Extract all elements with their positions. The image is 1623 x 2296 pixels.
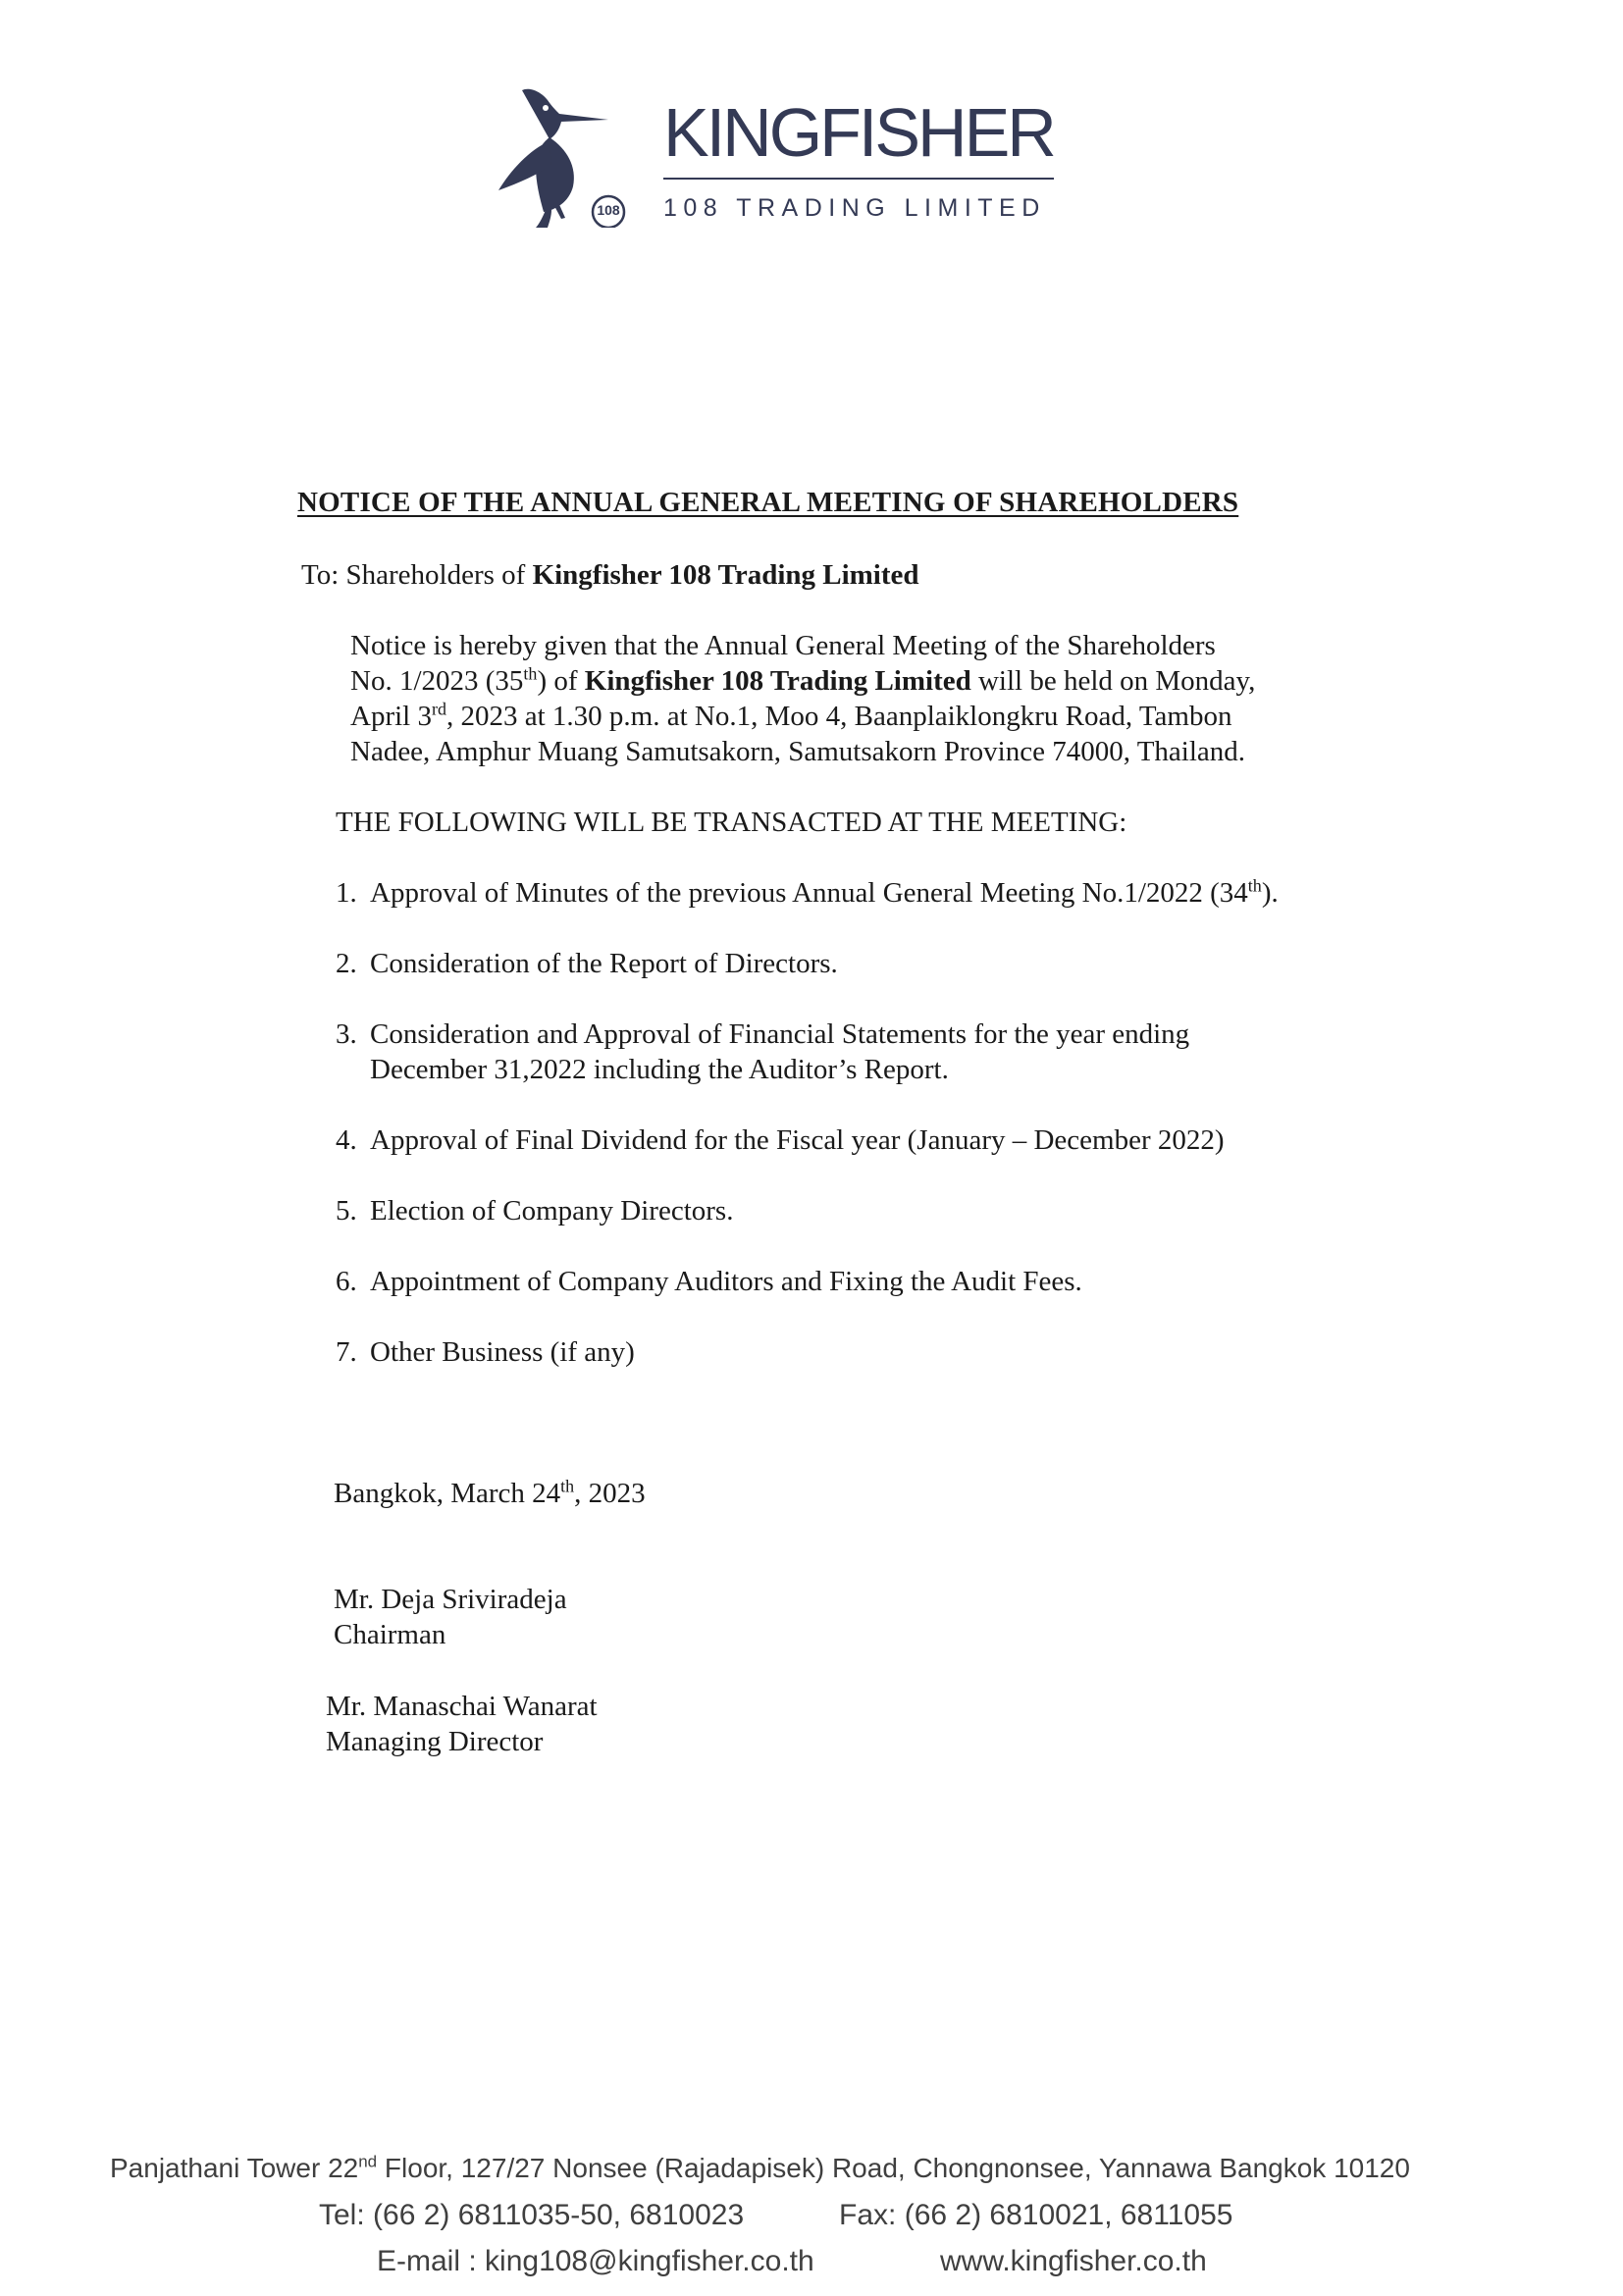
footer-tel	[319, 2201, 744, 2230]
footer-tel-label: Tel:	[319, 2199, 365, 2231]
logo-company-name: KINGFISHER	[663, 94, 1054, 171]
agenda-number: 2.	[336, 948, 357, 979]
agenda-line-1	[336, 1017, 1189, 1052]
footer-fax	[839, 2201, 1232, 2230]
footer-tel-value: (66 2) 6811035-50, 6810023	[373, 2199, 745, 2231]
agenda-item	[336, 1193, 733, 1228]
signatory-1-name: Mr. Deja Sriviradeja	[334, 1584, 567, 1615]
footer-address-b: Floor, 127/27 Nonsee (Rajadapisek) Road, Chongnonsee, Yannawa Bangkok 10120	[384, 2153, 1410, 2183]
notice-line-4: Nadee, Amphur Muang Samutsakorn, Samutsakorn Province 74000, Thailand.	[350, 736, 1246, 767]
footer-website-link[interactable]: www.kingfisher.co.th	[940, 2245, 1207, 2277]
agenda-item	[336, 1264, 1082, 1299]
agenda-text: Appointment of Company Auditors and Fixing the Audit Fees.	[370, 1266, 1082, 1297]
date-a: Bangkok, March 24	[334, 1478, 561, 1509]
agenda-text: Other Business (if any)	[370, 1336, 635, 1368]
footer-fax-value: (66 2) 6810021, 6811055	[904, 2199, 1233, 2231]
footer-fax-label: Fax:	[839, 2199, 897, 2231]
agenda-number: 4.	[336, 1124, 357, 1156]
agenda-item	[336, 946, 838, 981]
agenda-text: Consideration of the Report of Directors.	[370, 948, 838, 979]
place-date-line	[334, 1476, 646, 1511]
agenda-number: 6.	[336, 1266, 357, 1297]
date-sup: th	[560, 1476, 575, 1496]
notice-line-1: Notice is hereby given that the Annual General Meeting of the Shareholders	[350, 630, 1216, 661]
signatory-1-title: Chairman	[334, 1619, 446, 1650]
agenda-text: Approval of Final Dividend for the Fiscal year (January – December 2022)	[370, 1124, 1225, 1156]
kingfisher-bird-icon	[491, 80, 657, 228]
agenda-item	[336, 875, 1279, 911]
footer-email-value[interactable]: king108@kingfisher.co.th	[485, 2245, 814, 2277]
logo-divider	[663, 178, 1054, 180]
logo-badge-text: 108	[597, 202, 620, 218]
agenda-text: Approval of Minutes of the previous Annual General Meeting No.1/2022 (34	[370, 877, 1248, 909]
notice-line-2-b: ) of	[537, 665, 585, 697]
agenda-item	[336, 1122, 1225, 1158]
agenda-text: Election of Company Directors.	[370, 1195, 734, 1226]
agenda-number: 1.	[336, 877, 357, 909]
kingfisher-bird-logo	[491, 80, 657, 228]
agenda-heading: THE FOLLOWING WILL BE TRANSACTED AT THE MEETING:	[336, 807, 1127, 838]
addressee-line	[301, 557, 919, 593]
notice-line-3-b: , 2023 at 1.30 p.m. at No.1, Moo 4, Baanplaiklongkru Road, Tambon	[445, 701, 1232, 732]
notice-line-3	[350, 699, 1341, 734]
notice-line-2	[350, 663, 1341, 699]
agenda-text: Consideration and Approval of Financial Statements for the year ending	[370, 1018, 1190, 1050]
notice-company-name: Kingfisher 108 Trading Limited	[584, 665, 971, 697]
signatory-2-title: Managing Director	[326, 1726, 544, 1757]
agenda-number: 5.	[336, 1195, 357, 1226]
notice-line-3-a: April 3	[350, 701, 432, 732]
agenda-tail: ).	[1261, 877, 1279, 909]
agenda-item	[336, 1017, 1189, 1087]
agenda-line-2: December 31,2022 including the Auditor’s Report.	[370, 1054, 949, 1085]
footer-email-label: E-mail :	[377, 2245, 477, 2277]
notice-heading: NOTICE OF THE ANNUAL GENERAL MEETING OF SHAREHOLDERS	[297, 487, 1239, 518]
signatory-2-name: Mr. Manaschai Wanarat	[326, 1691, 598, 1722]
logo-company-subtitle: 108 TRADING LIMITED	[663, 194, 1046, 222]
footer-address	[110, 2152, 1410, 2183]
date-b: , 2023	[574, 1478, 646, 1509]
footer-email	[377, 2247, 814, 2276]
agenda-number: 7.	[336, 1336, 357, 1368]
notice-line-2-a: No. 1/2023 (35	[350, 665, 524, 697]
notice-line-3-sup: rd	[431, 699, 446, 719]
notice-line-2-c: will be held on Monday,	[970, 665, 1256, 697]
footer-address-sup: nd	[358, 2152, 378, 2171]
agenda-number: 3.	[336, 1018, 357, 1050]
agenda-item	[336, 1334, 635, 1370]
addressee-company: Kingfisher 108 Trading Limited	[532, 559, 919, 591]
agenda-sup: th	[1247, 875, 1262, 896]
notice-paragraph	[350, 628, 1341, 769]
notice-line-2-sup: th	[523, 663, 538, 684]
addressee-prefix: To: Shareholders of	[301, 559, 533, 591]
footer-address-a: Panjathani Tower 22	[110, 2153, 359, 2183]
